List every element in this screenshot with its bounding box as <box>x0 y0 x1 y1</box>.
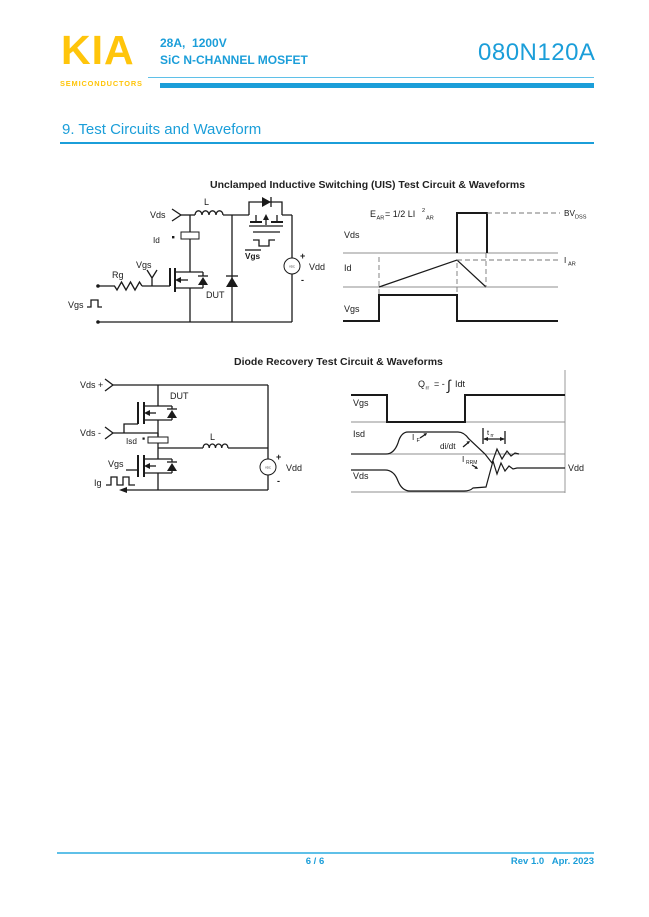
vgs-input-label: Vgs <box>68 300 84 310</box>
rg-label: Rg <box>112 270 124 280</box>
page-number: 6 / 6 <box>305 856 325 867</box>
supply-plus: + <box>300 251 306 261</box>
formula-rhs: Idt <box>455 379 466 389</box>
isd-trace-label: Isd <box>353 429 366 439</box>
id-label: Id <box>153 236 160 245</box>
vgs-trace <box>343 295 558 321</box>
bvdss-sub: DSS <box>575 214 587 221</box>
probe-icon <box>172 209 181 221</box>
clamp-gate-label: Vgs <box>245 252 261 261</box>
footer-rule <box>57 852 594 854</box>
bvdss-label: BV <box>564 209 575 218</box>
header-rule-thick <box>160 83 594 88</box>
drt-inductor <box>158 432 268 448</box>
header-rule-thin <box>148 77 594 78</box>
vdd-level-label: Vdd <box>568 463 585 473</box>
part-number: 080N120A <box>478 39 596 66</box>
if-sub: F <box>416 438 420 444</box>
supply-minus: - <box>301 275 304 285</box>
vds-trace-label: Vds <box>353 471 369 481</box>
irrm-label: I <box>462 455 465 464</box>
trr-label: t <box>487 428 490 437</box>
vds-minus-probe <box>80 427 158 439</box>
vgs-trace <box>351 395 565 422</box>
body-diode-icon <box>167 463 177 471</box>
formula-E: E <box>370 209 377 219</box>
didt-label: di/dt <box>440 442 456 451</box>
clamp-mosfet <box>245 197 283 261</box>
probe-icon <box>105 427 113 439</box>
device-type: SiC N-CHANNEL MOSFET <box>160 53 308 67</box>
drt-circuit <box>80 379 302 493</box>
formula-sup: 2 <box>422 208 426 214</box>
uis-waveforms <box>343 208 587 321</box>
formula-E-sub: AR <box>376 215 385 222</box>
terminal-dot <box>96 284 100 288</box>
body-diode-icon <box>198 277 208 285</box>
dc-source-text: VDC <box>289 264 295 269</box>
ig-label: Ig <box>94 478 102 488</box>
terminal-dot <box>96 320 100 324</box>
drt-dut-mosfet <box>124 385 189 436</box>
inductor-label: L <box>204 197 210 207</box>
channel-arrow-icon <box>263 214 269 220</box>
vds-plus-probe <box>80 379 268 391</box>
inverted-pulse-icon <box>253 240 275 246</box>
uis-circuit <box>68 197 325 324</box>
inductor-label: L <box>210 432 216 442</box>
vgs-trace-label: Vgs <box>353 398 369 408</box>
gate-drive <box>96 260 170 290</box>
dut-mosfet <box>170 268 225 322</box>
integral-icon: ∫ <box>447 377 451 393</box>
id-ramp <box>379 260 486 287</box>
vgs-probe-icon <box>147 270 157 286</box>
vds-plus-label: Vds + <box>80 380 104 390</box>
bottom-rail <box>119 487 268 493</box>
inductor-coil-icon <box>195 211 223 215</box>
device-rating: 28A, 1200V <box>160 36 227 50</box>
vds-probe <box>150 209 195 221</box>
drt-formula <box>418 377 466 393</box>
dut-label: DUT <box>206 290 225 300</box>
clamp-diode-branch <box>226 215 238 322</box>
current-sensor-icon <box>148 437 168 443</box>
drt-waveforms <box>351 370 584 493</box>
uis-figure-title: Unclamped Inductive Switching (UIS) Test Circuit & Waveforms <box>210 179 526 191</box>
dc-source-text: VDC <box>265 465 271 470</box>
iar-sub: AR <box>568 261 576 268</box>
vds-probe-label: Vds <box>150 210 166 220</box>
double-pulse-icon <box>106 477 135 485</box>
ig-input <box>94 477 135 488</box>
section-title: 9. Test Circuits and Waveform <box>62 121 262 138</box>
rail-arrow-icon <box>119 487 127 493</box>
inductor-coil-icon <box>203 444 228 448</box>
uis-formula <box>370 208 434 222</box>
formula-mid: = 1/2 LI <box>385 209 416 219</box>
trr-annotation <box>483 428 505 444</box>
diode-icon <box>226 277 238 287</box>
vds-trace-label: Vds <box>344 230 360 240</box>
supply-plus: + <box>276 452 282 462</box>
formula-Q-sub: rr <box>425 385 430 392</box>
current-sensor-icon <box>181 232 199 239</box>
revision-info: Rev 1.0 Apr. 2023 <box>510 856 594 867</box>
vds-minus-label: Vds - <box>80 428 102 438</box>
supply-minus: - <box>277 476 280 486</box>
drt-vdd-source <box>260 385 302 490</box>
driver-mosfet <box>108 448 177 490</box>
supply-label: Vdd <box>286 463 303 473</box>
vds-pulse <box>457 213 487 253</box>
gate-short-lead <box>124 424 138 433</box>
uis-figure <box>60 192 620 344</box>
drt-figure-title: Diode Recovery Test Circuit & Waveforms <box>234 356 443 368</box>
formula-sub: AR <box>426 215 434 222</box>
id-current-sense <box>153 215 199 272</box>
isd-current-sense <box>126 433 168 448</box>
dut-label: DUT <box>170 391 189 401</box>
drt-figure <box>60 352 635 504</box>
sense-dot-icon <box>143 438 145 440</box>
inductor <box>195 197 223 215</box>
supply-label: Vdd <box>309 262 326 272</box>
trr-sub: rr <box>490 433 494 439</box>
iar-label: I <box>564 256 567 265</box>
vgs-trace-label: Vgs <box>344 304 360 314</box>
isd-label: Isd <box>126 437 137 446</box>
vds-trace <box>351 461 565 491</box>
resistor-icon <box>112 282 142 290</box>
if-label: I <box>412 433 415 442</box>
parallel-diode-icon <box>262 197 271 207</box>
section-underline <box>60 142 594 144</box>
irrm-sub: RRM <box>466 460 478 466</box>
kia-logo-subtext: SEMICONDUCTORS <box>60 79 143 88</box>
uis-input <box>68 300 292 324</box>
id-trace-label: Id <box>344 263 352 273</box>
pulse-icon <box>87 300 102 307</box>
vdd-source <box>284 215 325 322</box>
vgs-label: Vgs <box>108 459 124 469</box>
kia-logo: KIA <box>61 27 135 73</box>
formula-Q: Q <box>418 379 426 389</box>
vgs-probe-label: Vgs <box>136 260 152 270</box>
sense-dot-icon <box>172 236 174 238</box>
formula-eq: = - <box>434 379 445 389</box>
body-diode-icon <box>167 410 177 418</box>
probe-icon <box>105 379 113 391</box>
